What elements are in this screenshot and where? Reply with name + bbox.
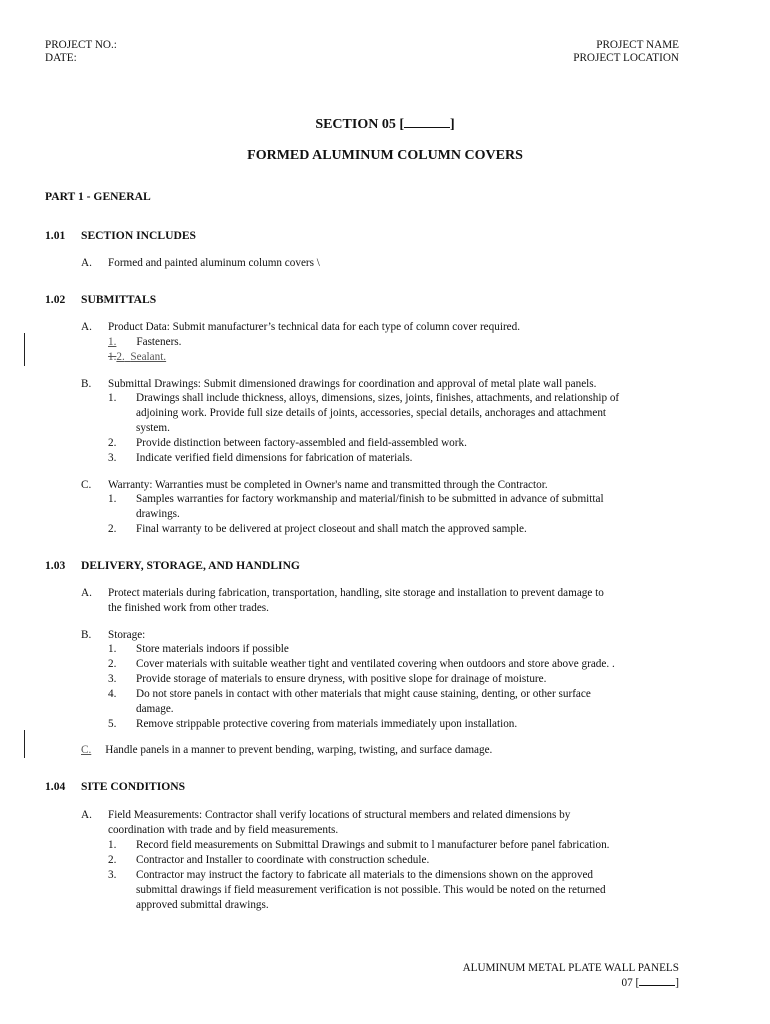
list-number: 2. [108,523,117,535]
list-item: Store materials indoors if possible [136,643,289,655]
list-number: 5. [108,718,117,730]
list-item: Remove strippable protective covering from materials immediately upon installation. [136,718,518,730]
article-title: SECTION INCLUDES [81,229,197,242]
paragraph-item: C. Handle panels in a manner to prevent bending, warping, twisting, and surface damage. [81,744,493,756]
paragraph-text: Product Data: Submit manufacturer’s technical data for each type of column cover required. [108,321,521,333]
list-item-cont: adjoining work. Provide full size details of joints, accessories, special details, anchorages and attachment [136,407,607,419]
paragraph-letter: C. [81,479,92,491]
article-number: 1.02 [45,293,66,306]
paragraph-text: Protect materials during fabrication, transportation, handling, site storage and installation to prevent damage to [108,587,604,599]
list-number: 2. [108,854,117,866]
list-number: 1. [108,839,117,851]
paragraph-text: Warranty: Warranties must be completed in Owner's name and transmitted through the Contractor. [108,479,548,491]
list-item: Do not store panels in contact with other materials that might cause staining, denting, or other surface [136,688,591,700]
list-item-cont: system. [136,422,170,434]
paragraph-letter: A. [81,587,92,599]
list-item: Provide distinction between factory-assembled and field-assembled work. [136,437,467,449]
paragraph-text-cont: coordination with trade and by field measurements. [108,824,339,836]
article-number: 1.03 [45,559,66,572]
paragraph-text: Formed and painted aluminum column covers \ [108,257,320,269]
list-item-cont: drawings. [136,508,180,520]
list-item: Contractor and Installer to coordinate with construction schedule. [136,854,430,866]
list-number: 1. [108,392,117,404]
project-name: PROJECT NAME [596,39,679,51]
list-item: 1. Fasteners. [108,336,182,348]
list-item: Record field measurements on Submittal Drawings and submit to l manufacturer before panel fabrication. [136,839,610,851]
footer-page-number: 07 [ ] [621,977,679,989]
project-location: PROJECT LOCATION [573,52,679,64]
part-heading: PART 1 - GENERAL [45,190,151,203]
list-number: 1. [108,643,117,655]
paragraph-text-cont: the finished work from other trades. [108,602,269,614]
list-item: Contractor may instruct the factory to fabricate all materials to the dimensions shown on the approved [136,869,593,881]
paragraph-letter: B. [81,629,92,641]
article-title: SITE CONDITIONS [81,780,186,793]
list-item: Final warranty to be delivered at project closeout and shall match the approved sample. [136,523,527,535]
section-number: SECTION 05 [ ] [315,117,455,132]
paragraph-text: Field Measurements: Contractor shall verify locations of structural members and related dimensions by [108,809,571,821]
project-no-label: PROJECT NO.: [45,39,117,51]
paragraph-text: Submittal Drawings: Submit dimensioned drawings for coordination and approval of metal plate wall panels. [108,378,597,390]
list-number: 3. [108,869,117,881]
list-item: Indicate verified field dimensions for fabrication of materials. [136,452,413,464]
article-title: DELIVERY, STORAGE, AND HANDLING [81,559,300,572]
list-number: 3. [108,673,117,685]
list-item: 1.2. Sealant. [108,351,167,363]
paragraph-text: Storage: [108,629,146,641]
list-item: Drawings shall include thickness, alloys, dimensions, sizes, joints, finishes, attachments, and relationship of [136,392,620,404]
list-item: Cover materials with suitable weather tight and ventilated covering when outdoors and store above grade. . [136,658,615,670]
list-number: 2. [108,658,117,670]
paragraph-letter: B. [81,378,92,390]
revision-bar [24,730,25,758]
section-title: FORMED ALUMINUM COLUMN COVERS [247,148,523,163]
list-item: Samples warranties for factory workmanship and material/finish to be submitted in advance of submittal [136,493,604,505]
paragraph-letter: A. [81,257,92,269]
paragraph-letter: A. [81,809,92,821]
list-number: 3. [108,452,117,464]
list-item: Provide storage of materials to ensure dryness, with positive slope for drainage of moisture. [136,673,547,685]
article-number: 1.01 [45,229,66,242]
list-number: 4. [108,688,117,700]
revision-bar [24,333,25,366]
date-label: DATE: [45,52,77,64]
footer-title: ALUMINUM METAL PLATE WALL PANELS [462,962,679,974]
article-number: 1.04 [45,780,66,793]
paragraph-letter: A. [81,321,92,333]
list-number: 1. [108,493,117,505]
article-title: SUBMITTALS [81,293,157,306]
list-item-cont: submittal drawings if field measurement verification is not possible. This would be noted on the returned [136,884,606,896]
list-item-cont: approved submittal drawings. [136,899,269,911]
list-item-cont: damage. [136,703,174,715]
list-number: 2. [108,437,117,449]
